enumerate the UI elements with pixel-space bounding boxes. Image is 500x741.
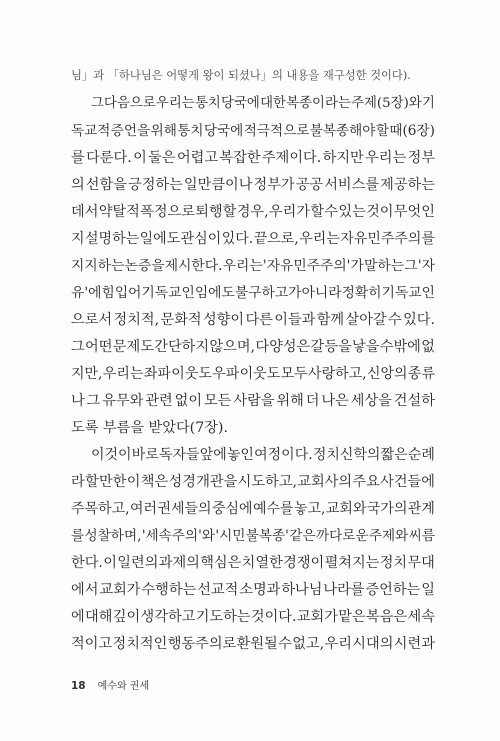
body-line: 그 어떤 문제도 간단하지 않으며, 다양성은 갈등을 낳을 수밖에 없: [71, 339, 435, 355]
body-line: 유'에 힘입어 기독교인임에도 불구하고가 아니라 정확히 기독교인: [71, 285, 435, 301]
body-line: 이것이 바로 독자들 앞에 놓인 여정이다. 정치신학의 짧은 순례: [91, 447, 435, 463]
body-line: 지 설명하는 일에도 관심이 있다. 끝으로, 우리는 자유민주주의를: [71, 231, 435, 247]
body-line: 의 선함을 긍정하는 일만큼이나 정부가 공공 서비스를 제공하는: [71, 177, 435, 193]
body-line: 적이고 정치적인 행동주의로 환원될 수 없고, 우리 시대의 시련과: [71, 636, 435, 652]
body-line: 라 할 만한 이 책은 성경 개관을 시도하고, 교회사의 주요 사건들에: [71, 474, 435, 490]
body-line: 를 다룬다. 이 둘은 어렵고 복잡한 주제이다. 하지만 우리는 정부: [71, 150, 435, 166]
body-line: 나 그 유무와 관련 없이 모든 사람을 위해 더 나은 세상을 건설하: [71, 393, 435, 409]
page-footer: [71, 677, 149, 692]
body-line: 에 대해 깊이 생각하고 기도하는 것이다. 교회가 맡은 복음은 세속: [71, 609, 435, 625]
body-line: 독교적 증언을 위해 통치 당국에 적극적으로 불복종해야 할 때(6장): [71, 123, 435, 139]
page-number: 18: [71, 680, 86, 692]
body-line: 지만, 우리는 좌파 이웃도 우파 이웃도 모두 사랑하고, 신앙의 종류: [71, 366, 435, 382]
body-line: 그다음으로 우리는 통치 당국에 대한 복종이라는 주제(5장)와 기: [91, 96, 435, 111]
body-line: 지지하는 논증을 제시한다. 우리는 '자유민주주의'가 말하는 그 '자: [71, 258, 435, 274]
body-line: 님」과 「하나님은 어떻게 왕이 되셨나」의 내용을 재구성한 것이다).: [71, 69, 411, 82]
body-line: 도록 부름을 받았다(7장).: [71, 420, 228, 436]
body-line: 에서 교회가 수행하는 선교적 소명과 하나님 나라를 증언하는 일: [71, 582, 435, 598]
body-line: 으로서 정치적, 문화적 성향이 다른 이들과 함께 살아갈 수 있다.: [71, 312, 435, 328]
body-line: 주목하고, 여러 권세들의 중심에 예수를 놓고, 교회와 국가의 관계: [71, 501, 435, 517]
running-title: 예수와 권세: [97, 681, 150, 692]
body-line: 를 성찰하며, '세속주의'와 '시민 불복종' 같은 까다로운 주제와 씨름: [71, 528, 435, 544]
body-line: 데서 약탈적 폭정으로 퇴행할 경우, 우리가 할 수 있는 것이 무엇인: [71, 204, 435, 220]
body-line: 한다. 이 일련의 과제의 핵심은 치열한 경쟁이 펼쳐지는 정치 무대: [71, 555, 435, 571]
